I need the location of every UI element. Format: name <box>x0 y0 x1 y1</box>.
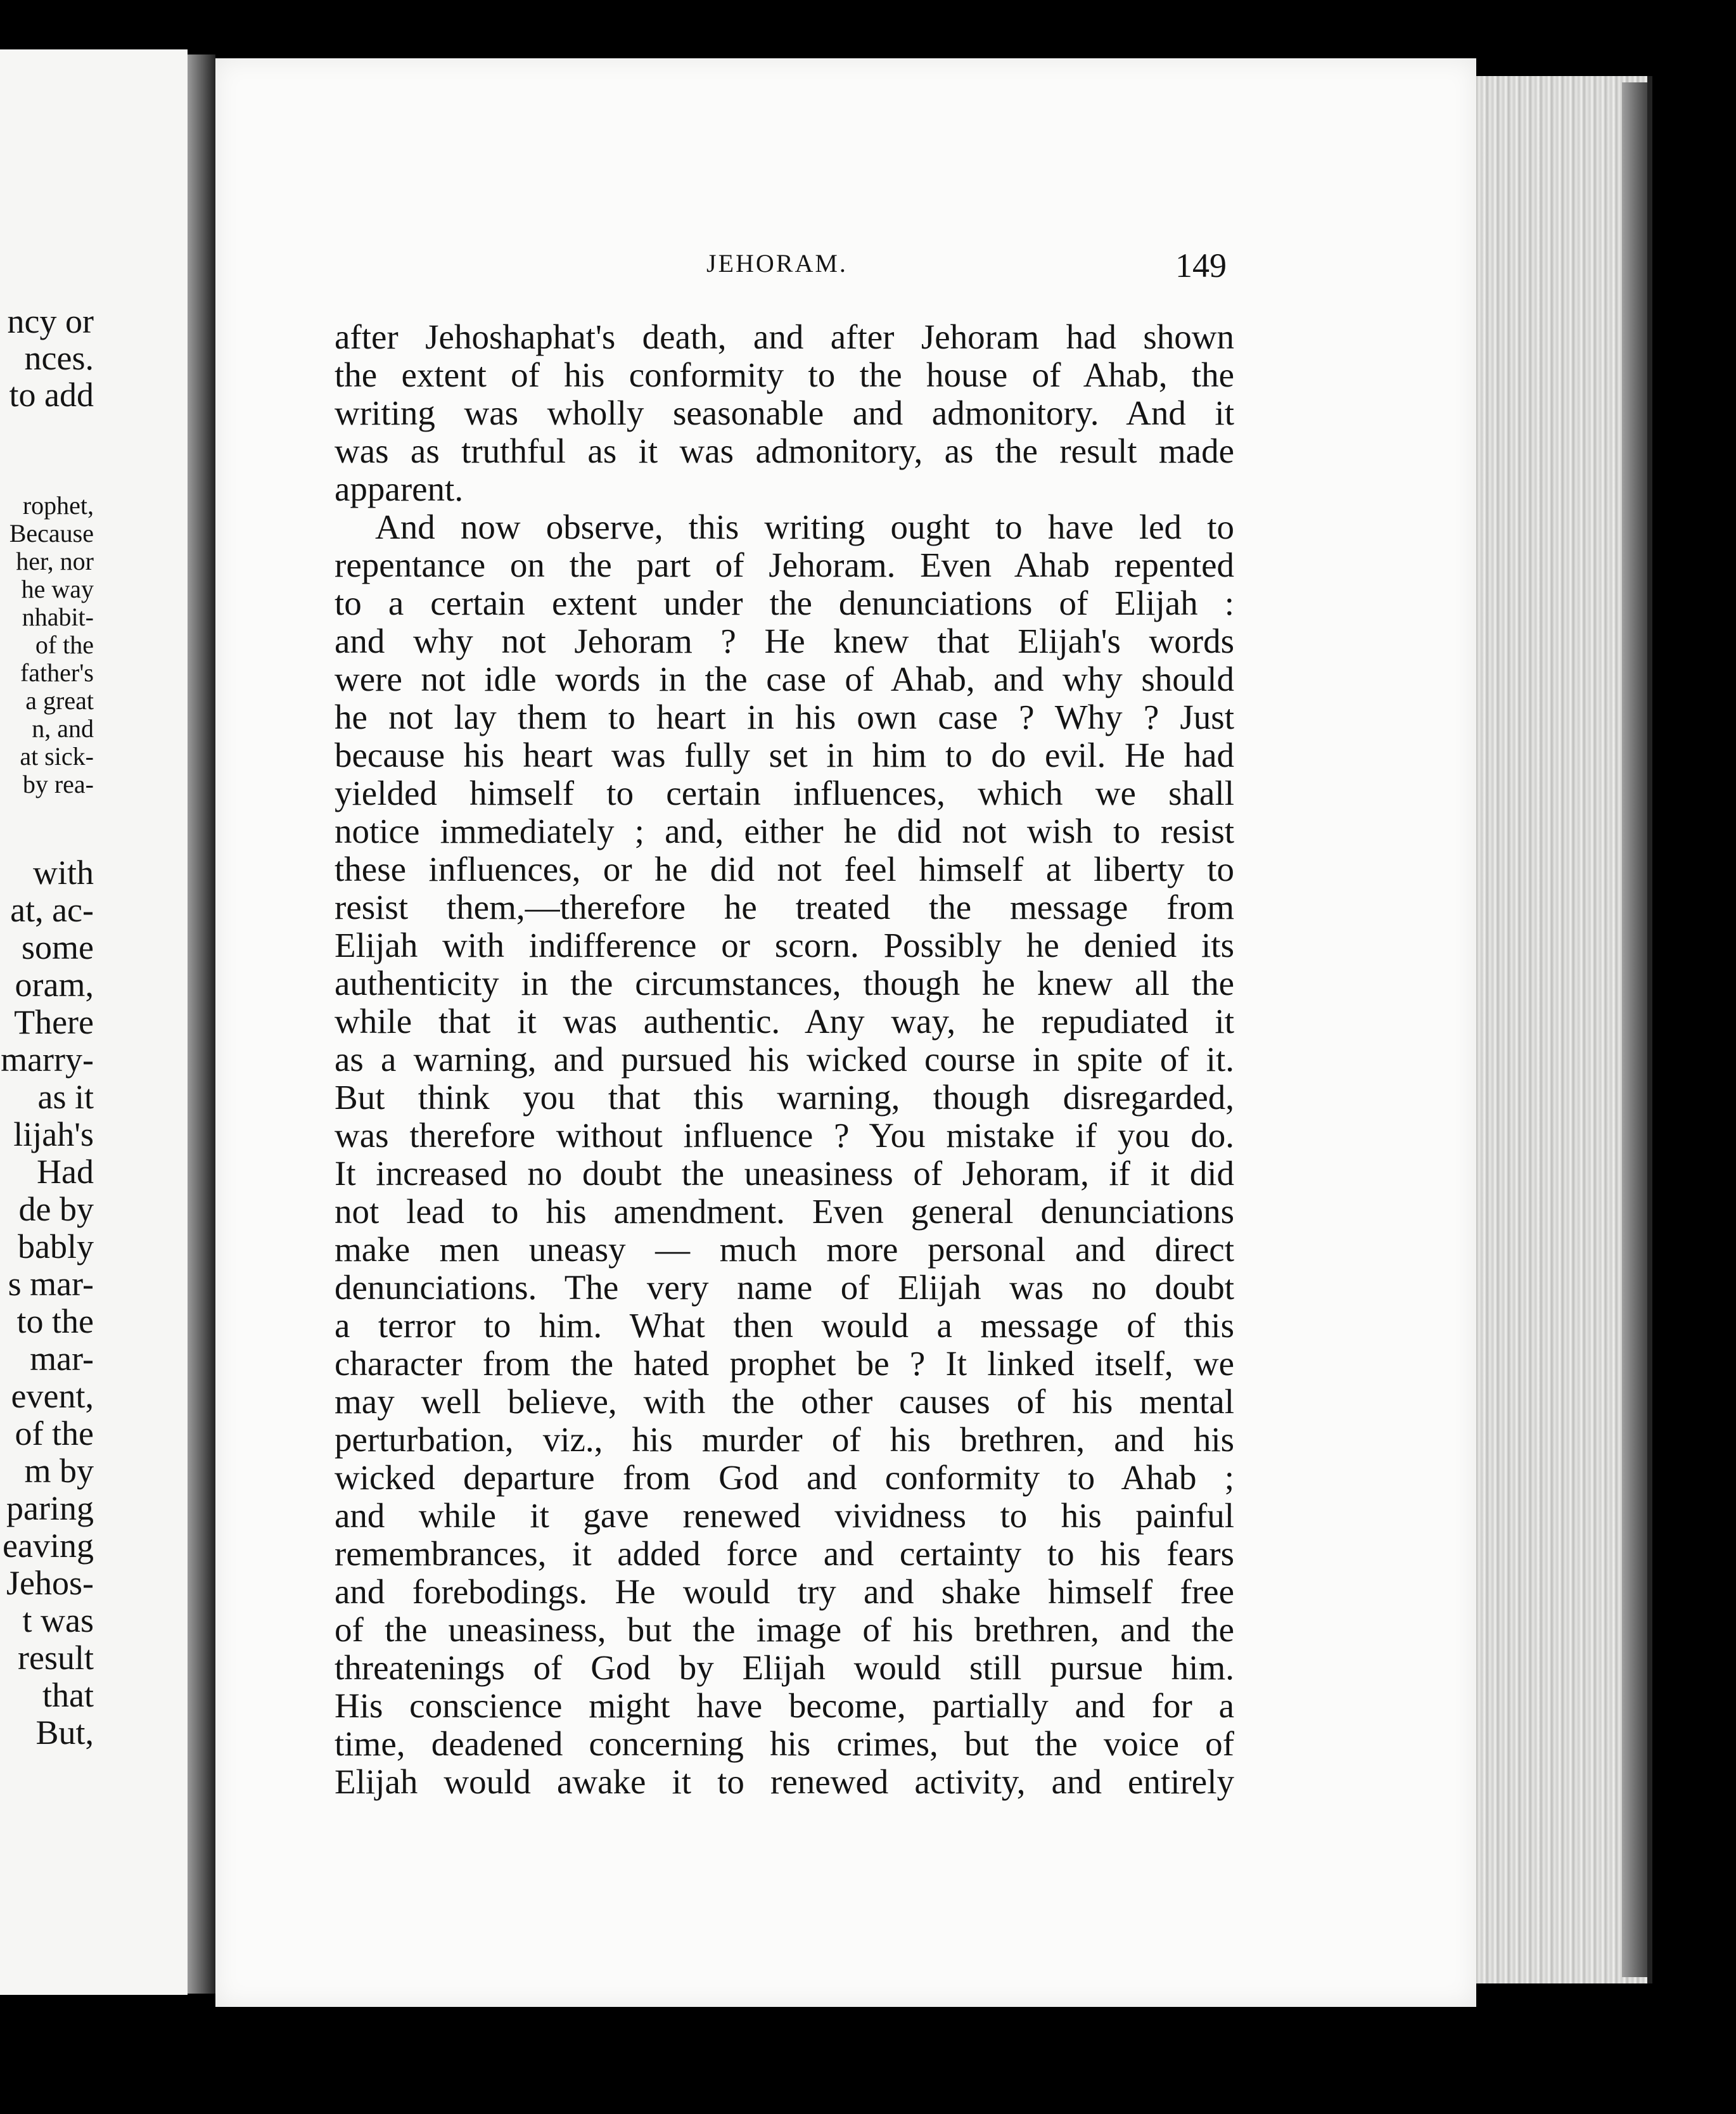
text-line: notice immediately ; and, either he did not wish to resist <box>335 812 1234 850</box>
facing-page <box>0 49 188 1995</box>
facing-page-line: of the <box>35 631 94 659</box>
facing-page-line: marry- <box>1 1041 94 1079</box>
facing-page-line: Because <box>9 519 94 548</box>
facing-page-line: mar- <box>30 1340 94 1378</box>
facing-page-line: with <box>32 854 94 892</box>
text-line: while that it was authentic. Any way, he repudiated it <box>335 1002 1234 1041</box>
facing-page-line: eaving <box>3 1527 94 1565</box>
text-line: apparent. <box>335 470 464 508</box>
text-line: after Jehoshaphat's death, and after Jehoram had shown <box>335 317 1234 356</box>
text-line: and why not Jehoram ? He knew that Elijah's words <box>335 622 1234 660</box>
facing-page-line: s mar- <box>8 1265 94 1303</box>
text-line: Elijah with indifference or scorn. Possibly he denied its <box>335 926 1234 964</box>
text-line: were not idle words in the case of Ahab, and why should <box>335 660 1234 698</box>
facing-page-line: Jehos- <box>6 1564 94 1602</box>
facing-page-line: he way <box>21 575 94 603</box>
facing-page-line: father's <box>20 658 94 687</box>
text-line: and while it gave renewed vividness to his painful <box>335 1496 1234 1535</box>
facing-page-line: oram, <box>15 966 94 1004</box>
text-line: It increased no doubt the uneasiness of Jehoram, if it did <box>335 1154 1234 1193</box>
facing-page-line: paring <box>6 1489 94 1527</box>
text-line: Elijah would awake it to renewed activity, and entirely <box>335 1762 1234 1801</box>
facing-page-line: de by <box>18 1190 94 1228</box>
facing-page-line: t was <box>22 1601 94 1639</box>
text-line: time, deadened concerning his crimes, but the voice of <box>335 1724 1234 1763</box>
text-line: these influences, or he did not feel himself at liberty to <box>335 850 1234 888</box>
facing-page-line: to add <box>9 376 94 414</box>
facing-page-line: of the <box>15 1414 94 1452</box>
facing-page-line: by rea- <box>22 770 94 798</box>
facing-page-line: some <box>22 928 94 966</box>
facing-page-line: at, ac- <box>10 891 94 929</box>
text-line: make men uneasy — much more personal and direct <box>335 1230 1234 1269</box>
text-line: a terror to him. What then would a message of this <box>335 1306 1234 1345</box>
facing-page-line: that <box>42 1676 94 1714</box>
text-line: he not lay them to heart in his own case ? Why ? Just <box>335 698 1234 736</box>
page-number: 149 <box>1175 247 1227 285</box>
text-line: resist them,—therefore he treated the message from <box>335 888 1234 926</box>
facing-page-line: There <box>14 1003 94 1041</box>
text-line: and forebodings. He would try and shake himself free <box>335 1572 1234 1611</box>
facing-page-line: to the <box>16 1302 94 1340</box>
facing-page-line: at sick- <box>20 742 94 771</box>
text-line: the extent of his conformity to the house of Ahab, the <box>335 356 1234 394</box>
facing-page-line: her, nor <box>16 547 94 575</box>
facing-page-line: lijah's <box>13 1115 94 1153</box>
book-gutter <box>188 54 215 1994</box>
text-line: character from the hated prophet be ? It linked itself, we <box>335 1344 1234 1383</box>
text-line: denunciations. The very name of Elijah was no doubt <box>335 1268 1234 1307</box>
facing-page-line: nces. <box>24 339 94 377</box>
text-line: as a warning, and pursued his wicked course in spite of it. <box>335 1040 1234 1079</box>
text-line: repentance on the part of Jehoram. Even Ahab repented <box>335 546 1234 584</box>
facing-page-line: ncy or <box>7 302 94 340</box>
facing-page-line: result <box>18 1639 94 1677</box>
text-line: of the uneasiness, but the image of his brethren, and the <box>335 1610 1234 1649</box>
facing-page-line: bably <box>18 1227 94 1265</box>
facing-page-line: nhabit- <box>22 603 94 631</box>
facing-page-line: Had <box>37 1153 94 1191</box>
facing-page-line: a great <box>25 686 94 715</box>
facing-page-line: rophet, <box>22 491 94 520</box>
text-line: yielded himself to certain influences, which we shall <box>335 774 1234 812</box>
text-line: remembrances, it added force and certainty to his fears <box>335 1534 1234 1573</box>
facing-page-line: event, <box>11 1377 94 1415</box>
text-line: was as truthful as it was admonitory, as the result made <box>335 432 1234 470</box>
text-line: wicked departure from God and conformity to Ahab ; <box>335 1458 1234 1497</box>
text-line: threatenings of God by Elijah would still pursue him. <box>335 1648 1234 1687</box>
text-line: to a certain extent under the denunciations of Elijah : <box>335 584 1234 622</box>
running-head: JEHORAM. <box>706 249 848 278</box>
text-line: because his heart was fully set in him to do evil. He had <box>335 736 1234 774</box>
text-line: may well believe, with the other causes of his mental <box>335 1382 1234 1421</box>
text-line: His conscience might have become, partially and for a <box>335 1686 1234 1725</box>
text-line: perturbation, viz., his murder of his brethren, and his <box>335 1420 1234 1459</box>
facing-page-line: But, <box>35 1714 94 1752</box>
text-line: But think you that this warning, though disregarded, <box>335 1078 1234 1117</box>
facing-page-line: m by <box>24 1452 94 1490</box>
text-line: was therefore without influence ? You mistake if you do. <box>335 1116 1234 1155</box>
text-line: authenticity in the circumstances, though he knew all the <box>335 964 1234 1003</box>
facing-page-line: as it <box>37 1078 94 1116</box>
text-line: writing was wholly seasonable and admonitory. And it <box>335 394 1234 432</box>
page-edges-shadow <box>1622 82 1647 1977</box>
text-line: And now observe, this writing ought to have led to <box>375 508 1234 546</box>
text-line: not lead to his amendment. Even general denunciations <box>335 1192 1234 1231</box>
facing-page-line: n, and <box>32 714 94 743</box>
